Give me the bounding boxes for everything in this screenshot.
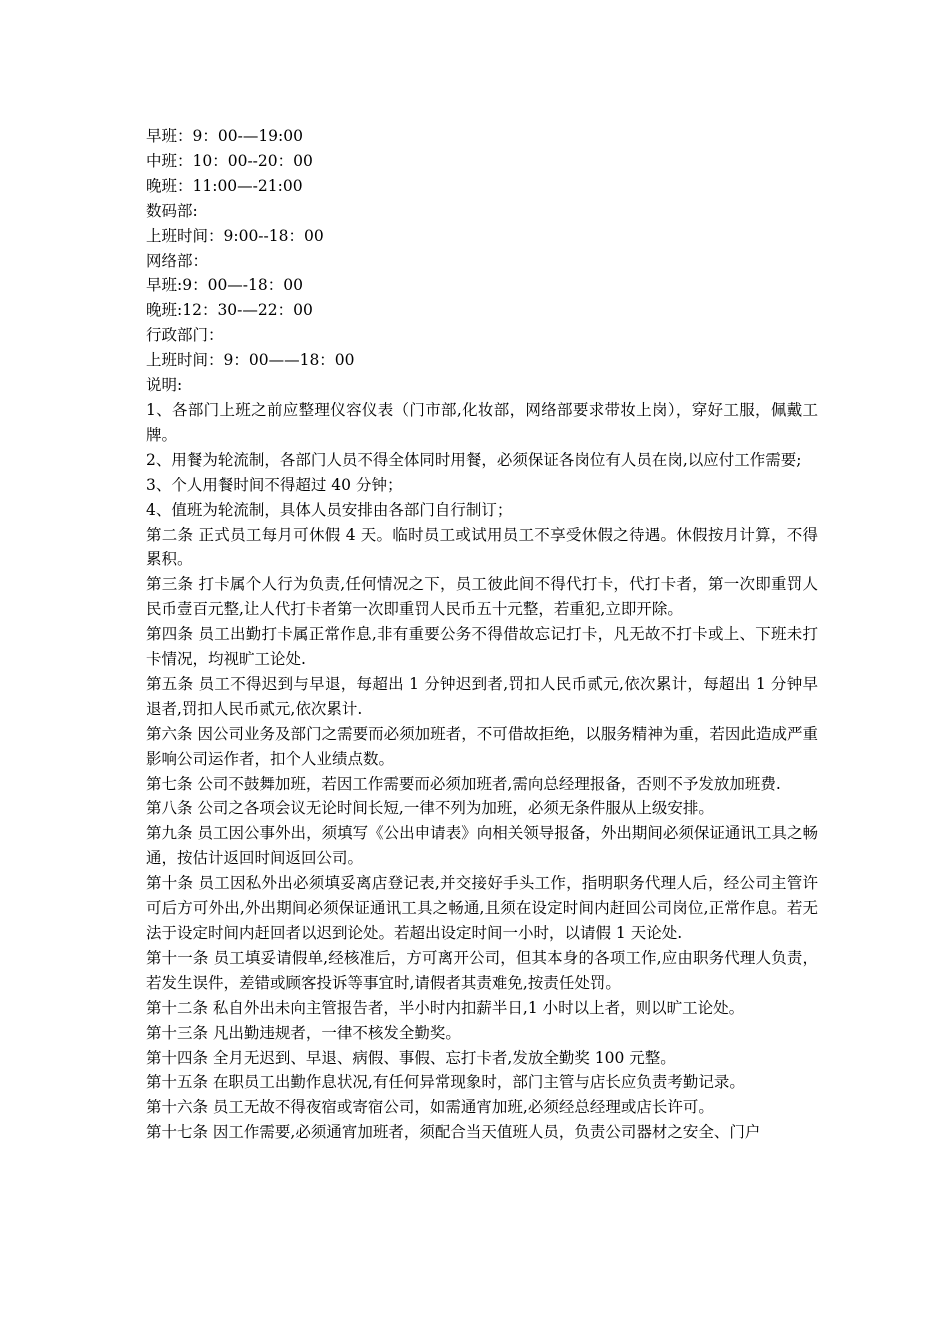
schedule-line: 早班：9：00-—19:00: [146, 127, 303, 145]
schedule-line: 上班时间：9:00--18：00: [146, 226, 324, 245]
schedule-line: 上班时间：9：00——18：00: [146, 351, 355, 370]
note-item: 1、各部门上班之前应整理仪容仪表（门市部,化妆部，网络部要求带妆上岗），穿好工服，佩戴工牌。: [146, 400, 818, 444]
schedule-line: 晚班:12：30-—22：00: [146, 301, 313, 320]
article-13: 第十三条 凡出勤违规者，一律不核发全勤奖。: [146, 1023, 461, 1042]
schedule-line: 晚班：11:00—-21:00: [146, 176, 303, 195]
schedule-line: 早班:9：00—-18：00: [146, 276, 303, 295]
article-17: 第十七条 因工作需要,必须通宵加班者，须配合当天值班人员，负责公司器材之安全、门户: [146, 1123, 761, 1142]
article-5: 第五条 员工不得迟到与早退，每超出 1 分钟迟到者,罚扣人民币贰元,依次累计，每超出 1 分钟早退者,罚扣人民币贰元,依次累计.: [146, 674, 818, 718]
document-body: [146, 124, 818, 1145]
article-10: 第十条 员工因私外出必须填妥离店登记表,并交接好手头工作，指明职务代理人后，经公司主管许可后方可外出,外出期间必须保证通讯工具之畅通,且须在设定时间内赶回公司岗位,正常作息。若无法于设定时间内赶回者以迟到论处。若超出设定时间一小时，以请假 1 天论处.: [146, 874, 818, 942]
note-item: 3、个人用餐时间不得超过 40 分钟；: [146, 475, 403, 494]
article-8: 第八条 公司之各项会议无论时间长短,一律不列为加班，必须无条件服从上级安排。: [146, 799, 714, 818]
article-15: 第十五条 在职员工出勤作息状况,有任何异常现象时，部门主管与店长应负责考勤记录。: [146, 1073, 745, 1092]
department-heading: 网络部：: [146, 251, 209, 270]
department-heading: 行政部门：: [146, 326, 224, 345]
article-7: 第七条 公司不鼓舞加班，若因工作需要而必须加班者,需向总经理报备，否则不予发放加班费.: [146, 774, 781, 793]
article-3: 第三条 打卡属个人行为负责,任何情况之下，员工彼此间不得代打卡，代打卡者，第一次即重罚人民币壹百元整,让人代打卡者第一次即重罚人民币五十元整，若重犯,立即开除。: [146, 575, 818, 619]
article-16: 第十六条 员工无故不得夜宿或寄宿公司，如需通宵加班,必须经总经理或店长许可。: [146, 1098, 714, 1117]
note-item: 2、用餐为轮流制，各部门人员不得全体同时用餐，必须保证各岗位有人员在岗,以应付工作需要;: [146, 450, 802, 469]
article-9: 第九条 员工因公事外出，须填写《公出申请表》向相关领导报备，外出期间必须保证通讯工具之畅通，按估计返回时间返回公司。: [146, 824, 818, 868]
article-14: 第十四条 全月无迟到、早退、病假、事假、忘打卡者,发放全勤奖 100 元整。: [146, 1048, 676, 1067]
department-heading: 数码部:: [146, 201, 198, 220]
schedule-line: 中班：10：00--20：00: [146, 151, 313, 170]
note-item: 4、值班为轮流制，具体人员安排由各部门自行制订；: [146, 500, 513, 519]
article-2: 第二条 正式员工每月可休假 4 天。临时员工或试用员工不享受休假之待遇。休假按月计算，不得累积。: [146, 525, 818, 569]
notes-heading: 说明:: [146, 376, 183, 395]
article-11: 第十一条 员工填妥请假单,经核准后，方可离开公司，但其本身的各项工作,应由职务代理人负责，若发生误件，差错或顾客投诉等事宜时,请假者其责难免,按责任处罚。: [146, 948, 818, 992]
article-4: 第四条 员工出勤打卡属正常作息,非有重要公务不得借故忘记打卡，凡无故不打卡或上、下班未打卡情况，均视旷工论处.: [146, 625, 818, 669]
article-6: 第六条 因公司业务及部门之需要而必须加班者，不可借故拒绝，以服务精神为重，若因此造成严重影响公司运作者，扣个人业绩点数。: [146, 724, 818, 768]
article-12: 第十二条 私自外出未向主管报告者，半小时内扣薪半日,1 小时以上者，则以旷工论处。: [146, 998, 745, 1017]
